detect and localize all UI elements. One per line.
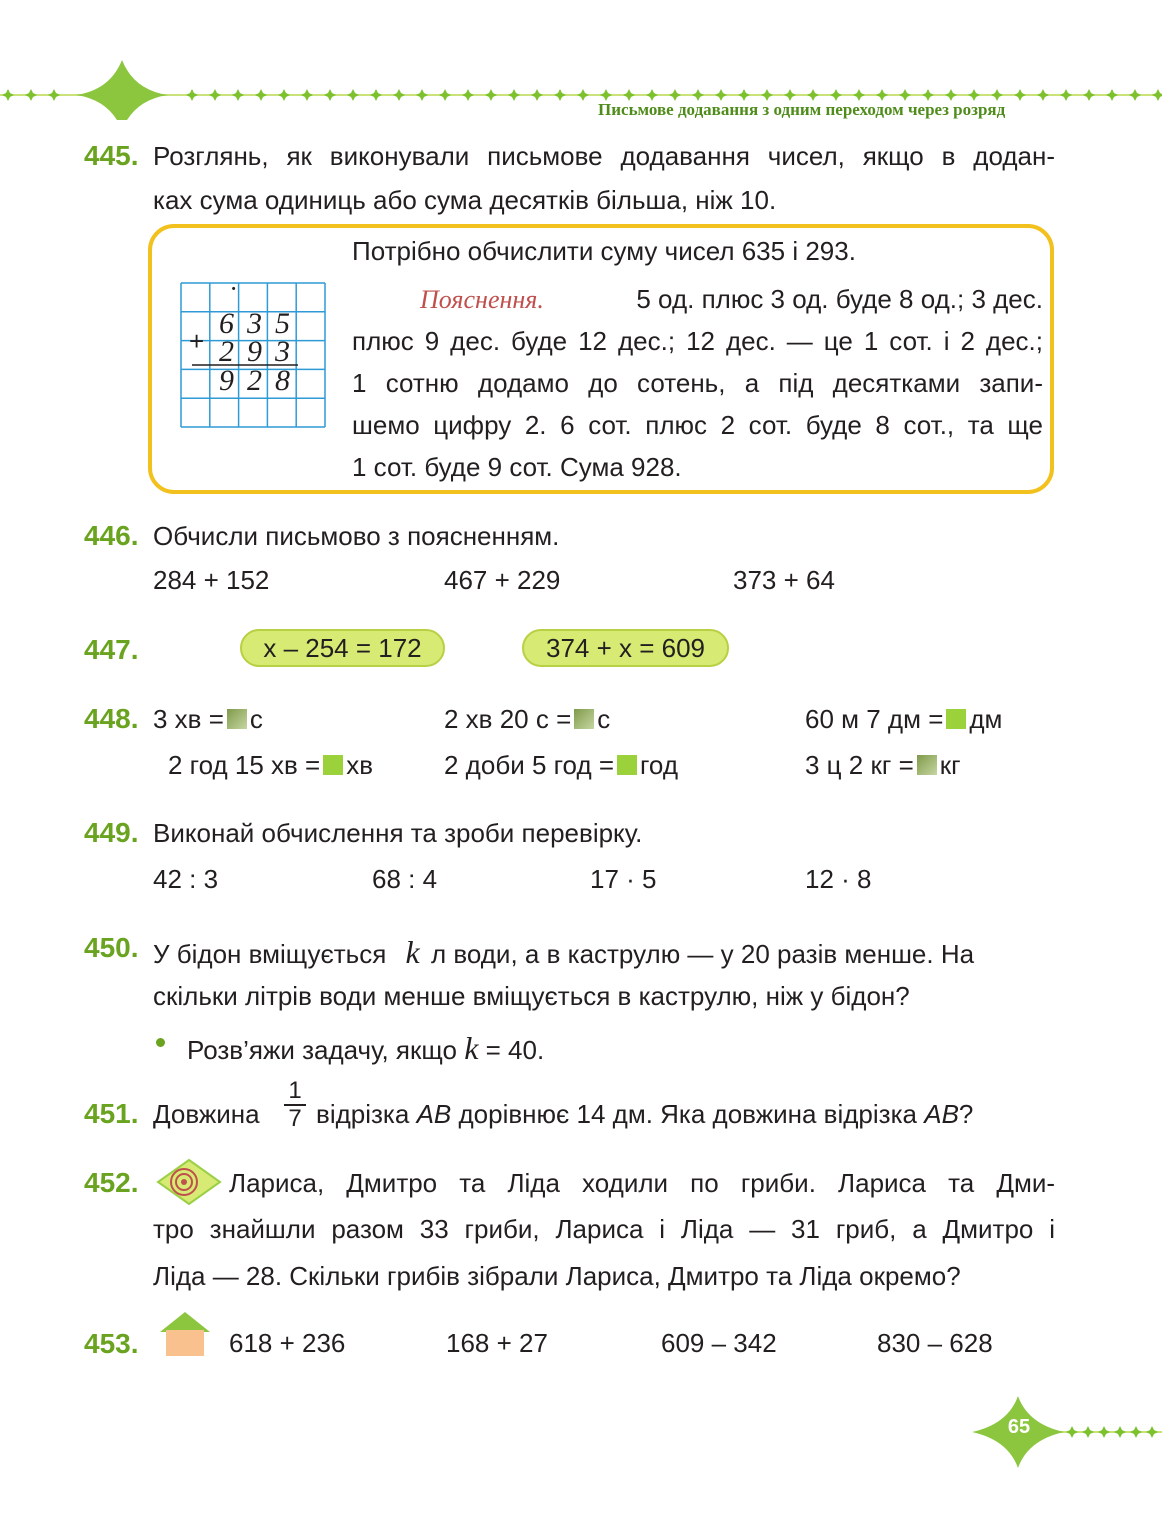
decorative-star: [554, 89, 566, 101]
exercise-452-number: 452.: [84, 1167, 139, 1198]
exercise-449-number: 449.: [84, 817, 139, 848]
carry-dot: ·: [230, 274, 237, 303]
exercise-450-line2: скільки літрів води менше вміщується в каструлю, ніж у бідон?: [153, 981, 910, 1011]
conversion-r1c3: [805, 704, 1002, 735]
decorative-star: [370, 89, 382, 101]
box-title: Потрібно обчислити суму чисел 635 і 293.: [352, 236, 856, 266]
exercise-447-number: 447.: [84, 634, 139, 665]
conversion-unit: дм: [969, 704, 1003, 734]
answer-square: [917, 755, 937, 775]
text-part: ?: [958, 1099, 974, 1129]
exercise-450-line1: [153, 933, 1055, 971]
bullet-dot: [156, 1038, 165, 1047]
decorative-star: [393, 89, 405, 101]
equation-1-pill: x – 254 = 172: [240, 629, 445, 667]
segment-label: AB: [924, 1099, 959, 1129]
text-part: У бідон вміщується: [153, 939, 387, 969]
answer-square: [227, 709, 247, 729]
decorative-star: [1130, 1426, 1142, 1438]
exercise-453-item1: 618 + 236: [229, 1328, 346, 1358]
box-explanation-line3: 1 сотню додамо до сотень, а під десятками запи-: [352, 368, 1043, 398]
conversion-r1c1: [153, 704, 263, 735]
exercise-445-line1: Розглянь, як виконували письмове додавання чисел, якщо в додан-: [153, 141, 1055, 171]
exercise-453-item2: 168 + 27: [446, 1328, 548, 1358]
decorative-star: [301, 89, 313, 101]
addition-grid: [180, 274, 326, 428]
exercise-448-number: 448.: [84, 703, 139, 734]
digit-sum-tens: 2: [247, 364, 262, 397]
decorative-star: [255, 89, 267, 101]
explanation-line1-text: 5 од. плюс 3 од. буде 8 од.; 3 дес.: [636, 284, 1043, 314]
conversion-text: 3 хв =: [153, 704, 224, 734]
decorative-star: [462, 89, 474, 101]
fraction-denominator: 7: [284, 1104, 306, 1132]
spiral-rhombus-icon: [156, 1158, 222, 1206]
text-part: Розв’яжи задачу, якщо: [187, 1035, 457, 1065]
conversion-text: 60 м 7 дм =: [805, 704, 944, 734]
answer-square: [323, 755, 343, 775]
answer-square: [617, 755, 637, 775]
decorative-star: [324, 89, 336, 101]
conversion-text: 2 хв 20 с =: [444, 704, 572, 734]
digit-b-tens: 9: [247, 335, 262, 368]
decorative-star: [25, 89, 37, 101]
conversion-r1c2: [444, 704, 610, 735]
fraction: [284, 1078, 306, 1133]
exercise-451-rest: [316, 1099, 973, 1130]
running-header: Письмове додавання з одним переходом через розряд: [598, 100, 1006, 119]
conversion-r2c2: [444, 750, 678, 781]
exercise-453-number: 453.: [84, 1328, 139, 1359]
box-explanation-line5: 1 сот. буде 9 сот. Сума 928.: [352, 452, 682, 482]
exercise-449-text: Виконай обчислення та зроби перевірку.: [153, 818, 643, 848]
decorative-star: [508, 89, 520, 101]
conversion-text: 2 год 15 хв =: [168, 750, 321, 780]
digit-a-ones: 5: [275, 307, 290, 340]
box-explanation-line2: плюс 9 дес. буде 12 дес.; 12 дес. — це 1 сот. і 2 дес.;: [352, 326, 1043, 356]
exercise-452-line3: Ліда — 28. Скільки грибів зібрали Лариса, Дмитро та Ліда окремо?: [153, 1261, 961, 1291]
text-part: дорівнює 14 дм. Яка довжина відрізка: [458, 1099, 917, 1129]
text-part: = 40.: [485, 1035, 545, 1065]
exercise-453-item4: 830 – 628: [877, 1328, 993, 1358]
conversion-unit: с: [597, 704, 611, 734]
exercise-449-item3: 17 · 5: [590, 864, 657, 894]
house-icon: [158, 1310, 212, 1358]
decorative-star: [531, 89, 543, 101]
digit-a-hundreds: 6: [219, 307, 234, 340]
decorative-star: [1106, 89, 1118, 101]
decorative-star: [1098, 1426, 1110, 1438]
conversion-unit: с: [249, 704, 263, 734]
conversion-text: 2 доби 5 год =: [444, 750, 615, 780]
conversion-text: 3 ц 2 кг =: [805, 750, 914, 780]
conversion-r2c1: [168, 750, 373, 781]
exercise-446-number: 446.: [84, 520, 139, 551]
equation-2-pill: 374 + x = 609: [522, 629, 729, 667]
box-explanation-line1: [420, 284, 1043, 315]
text-part: л води, а в каструлю — у 20 разів менше. На: [430, 939, 975, 969]
exercise-446-item1: 284 + 152: [153, 565, 270, 595]
box-explanation-line4: шемо цифру 2. 6 сот. плюс 2 сот. буде 8 сот., та ще: [352, 410, 1043, 440]
decorative-star: [1014, 89, 1026, 101]
exercise-451-number: 451.: [84, 1098, 139, 1129]
exercise-450-bullet: [187, 1029, 544, 1067]
digit-b-ones: 3: [275, 335, 290, 368]
conversion-r2c3: [805, 750, 961, 781]
decorative-star: [1060, 89, 1072, 101]
exercise-453-item3: 609 – 342: [661, 1328, 777, 1358]
exercise-452-line2: тро знайшли разом 33 гриби, Лариса і Ліда — 31 гриб, а Дмитро і: [153, 1214, 1055, 1244]
decorative-star: [577, 89, 589, 101]
decorative-star: [1129, 89, 1141, 101]
decorative-star: [232, 89, 244, 101]
decorative-star: [1114, 1426, 1126, 1438]
exercise-445-number: 445.: [84, 140, 139, 171]
decorative-star: [209, 89, 221, 101]
conversion-unit: год: [640, 750, 678, 780]
decorative-star: [1152, 89, 1162, 101]
page-number: 65: [1007, 1416, 1031, 1438]
answer-square: [574, 709, 594, 729]
answer-square: [946, 709, 966, 729]
fraction-numerator: 1: [288, 1077, 302, 1104]
decorative-star: [347, 89, 359, 101]
exercise-446-item3: 373 + 64: [733, 565, 835, 595]
decorative-star: [1082, 1426, 1094, 1438]
decorative-star: [48, 89, 60, 101]
exercise-449-item2: 68 : 4: [372, 864, 438, 894]
exercise-446-text: Обчисли письмово з поясненням.: [153, 521, 560, 551]
explanation-label: Пояснення.: [420, 285, 544, 314]
decorative-star: [1083, 89, 1095, 101]
conversion-unit: кг: [939, 750, 961, 780]
decorative-star: [1066, 1426, 1078, 1438]
digit-sum-hundreds: 9: [219, 364, 234, 397]
decorative-star: [1037, 89, 1049, 101]
exercise-450-number: 450.: [84, 932, 139, 963]
exercise-446-item2: 467 + 229: [444, 565, 561, 595]
decorative-star: [186, 89, 198, 101]
decorative-star: [416, 89, 428, 101]
decorative-star: [2, 89, 14, 101]
digit-sum-ones: 8: [275, 364, 290, 397]
text-part: відрізка: [316, 1099, 410, 1129]
variable-k: k: [405, 934, 420, 970]
decorative-star: [278, 89, 290, 101]
digit-b-hundreds: 2: [219, 335, 234, 368]
plus-sign: +: [189, 326, 205, 356]
digit-a-tens: 3: [247, 307, 262, 340]
segment-label: AB: [416, 1099, 452, 1129]
exercise-449-item4: 12 · 8: [805, 864, 872, 894]
exercise-451-a: Довжина: [153, 1099, 260, 1129]
exercise-449-item1: 42 : 3: [153, 864, 219, 894]
decorative-star: [485, 89, 497, 101]
decorative-star: [439, 89, 451, 101]
decorative-star: [1146, 1426, 1158, 1438]
exercise-445-line2: ках сума одиниць або сума десятків більша, ніж 10.: [153, 185, 777, 215]
footer-decoration: [960, 1394, 1162, 1470]
exercise-452-line1: Лариса, Дмитро та Ліда ходили по гриби. Лариса та Дми-: [229, 1168, 1055, 1198]
conversion-unit: хв: [346, 750, 374, 780]
variable-k: k: [464, 1030, 479, 1066]
